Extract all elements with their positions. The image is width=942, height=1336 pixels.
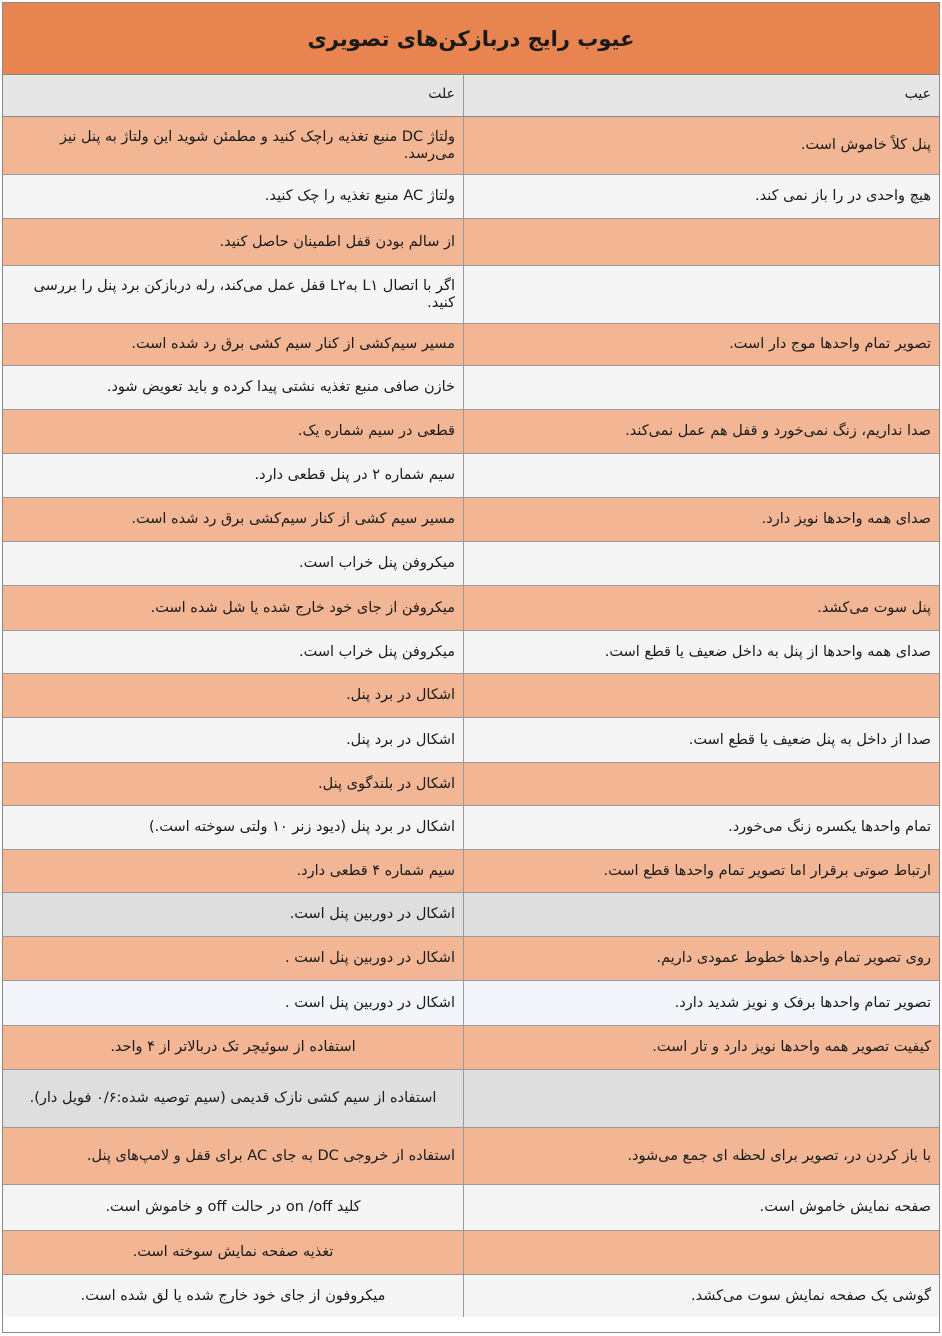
defect-cell — [463, 219, 939, 265]
defect-cell: صدا نداریم، زنگ نمی‌خورد و قفل هم عمل نمی‌کند. — [463, 410, 939, 453]
cause-cell: سیم شماره ۴ قطعی دارد. — [296, 862, 455, 879]
defect-cell: پنل سوت می‌کشد. — [463, 586, 939, 630]
header-defect: عیب — [463, 75, 939, 116]
table-row — [3, 454, 939, 498]
cause-cell: از سالم بودن قفل اطمینان حاصل کنید. — [219, 233, 455, 250]
cause-cell: قطعی در سیم شماره یک. — [297, 423, 455, 439]
cause-cell: اشکال در برد پنل. — [346, 687, 455, 703]
cause-cell: ولتاژ AC منبع تغذیه را چک کنید. — [264, 188, 455, 204]
table-row — [3, 117, 939, 175]
cause-cell: اشکال در برد پنل (دیود زنر ۱۰ ولتی سوخته است.) — [148, 819, 455, 835]
cause-cell: خازن صافی منبع تغذیه نشتی پیدا کرده و باید تعویض شود. — [106, 379, 455, 395]
table-row — [3, 1185, 939, 1231]
table-row — [3, 366, 939, 410]
cause-cell: اشکال در دوربین پنل است . — [285, 950, 455, 966]
table-row — [3, 1070, 939, 1128]
cause-cell: کلید on /off در حالت off و خاموش است. — [105, 1199, 361, 1215]
defect-cell — [463, 1231, 939, 1274]
table-row — [3, 674, 939, 718]
defect-cell — [463, 763, 939, 805]
cause-cell: اشکال در برد پنل. — [346, 731, 455, 748]
table-row — [3, 219, 939, 266]
table-row — [3, 542, 939, 586]
defect-cell — [463, 893, 939, 936]
cause-cell: سیم شماره ۲ در پنل قطعی دارد. — [254, 467, 455, 483]
header-row — [3, 75, 939, 117]
cause-cell: ولتاژ DC منبع تغذیه راچک کنید و مطمئن شوید این ولتاژ به پنل نیز می‌رسد. — [59, 128, 455, 162]
header-cause: علت — [428, 85, 455, 102]
table-row — [3, 1128, 939, 1185]
table-row — [3, 893, 939, 937]
table-row — [3, 850, 939, 893]
cause-cell: تغذیه صفحه نمایش سوخته است. — [132, 1244, 334, 1260]
defect-cell: کیفیت تصویر همه واحدها نویز دارد و تار است. — [463, 1026, 939, 1069]
defect-cell: تمام واحدها یکسره زنگ می‌خورد. — [463, 806, 939, 849]
cause-cell: مسیر سیم‌کشی از کنار سیم کشی برق رد شده است. — [131, 336, 455, 352]
defect-cell: هیچ واحدی در را باز نمی کند. — [463, 175, 939, 218]
table-row — [3, 175, 939, 219]
defect-cell: با باز کردن در، تصویر برای لحظه ای جمع می‌شود. — [463, 1128, 939, 1184]
table-row — [3, 806, 939, 850]
table-row — [3, 1026, 939, 1070]
cause-cell: استفاده از سیم کشی نازک قدیمی (سیم توصیه شده:۰/۶ فویل دار). — [29, 1090, 437, 1106]
table-row — [3, 718, 939, 763]
defect-cell: گوشی یک صفحه نمایش سوت می‌کشد. — [463, 1275, 939, 1317]
table-row — [3, 266, 939, 324]
cause-cell: میکروفن از جای خود خارج شده یا شل شده است. — [150, 599, 455, 616]
table-row — [3, 631, 939, 674]
table-row — [3, 1275, 939, 1317]
cause-cell: میکروفن پنل خراب است. — [298, 555, 455, 571]
defect-cell — [463, 1070, 939, 1127]
defect-cell: صدا از داخل به پنل ضعیف یا قطع است. — [463, 718, 939, 762]
defect-cell: صدای همه واحدها از پنل به داخل ضعیف یا قطع است. — [463, 631, 939, 673]
defect-cell: روی تصویر تمام واحدها خطوط عمودی داریم. — [463, 937, 939, 980]
cause-cell: اگر با اتصال L۱ بهL۲ قفل عمل می‌کند، رله دربازکن برد پنل را بررسی کنید. — [33, 277, 455, 311]
defect-cell — [463, 674, 939, 717]
defect-cell: پنل کلاً خاموش است. — [463, 117, 939, 174]
table-row — [3, 410, 939, 454]
cause-cell: اشکال در دوربین پنل است . — [285, 994, 455, 1011]
defect-cell: صدای همه واحدها نویز دارد. — [463, 498, 939, 541]
table-body — [3, 117, 939, 1317]
table-row — [3, 498, 939, 542]
defect-cell — [463, 266, 939, 323]
cause-cell: اشکال در بلندگوی پنل. — [318, 775, 455, 792]
defect-cell: تصویر تمام واحدها برفک و نویز شدید دارد. — [463, 981, 939, 1025]
table-row — [3, 937, 939, 981]
table-title: عیوب رایج دربازکن‌های تصویری — [3, 3, 939, 75]
cause-cell: میکروفون از جای خود خارج شده یا لق شده است. — [80, 1287, 386, 1304]
cause-cell: میکروفن پنل خراب است. — [298, 643, 455, 660]
table-row — [3, 981, 939, 1026]
defect-cell — [463, 454, 939, 497]
defects-table — [2, 2, 940, 1333]
defect-cell: ارتباط صوتی برقرار اما تصویر تمام واحدها قطع است. — [463, 850, 939, 892]
cause-cell: استفاده از خروجی DC به جای AC برای قفل و لامپ‌های پنل. — [86, 1147, 455, 1164]
table-row — [3, 1231, 939, 1275]
defect-cell — [463, 542, 939, 585]
defect-cell — [463, 366, 939, 409]
defect-cell: صفحه نمایش خاموش است. — [463, 1185, 939, 1230]
defect-cell: تصویر تمام واحدها موج دار است. — [463, 324, 939, 365]
table-row — [3, 763, 939, 806]
cause-cell: مسیر سیم کشی از کنار سیم‌کشی برق رد شده است. — [131, 511, 455, 527]
cause-cell: استفاده از سوئیچر تک دربالاتر از ۴ واحد. — [110, 1039, 356, 1055]
table-row — [3, 586, 939, 631]
table-row — [3, 324, 939, 366]
cause-cell: اشکال در دوربین پنل است. — [289, 906, 455, 922]
